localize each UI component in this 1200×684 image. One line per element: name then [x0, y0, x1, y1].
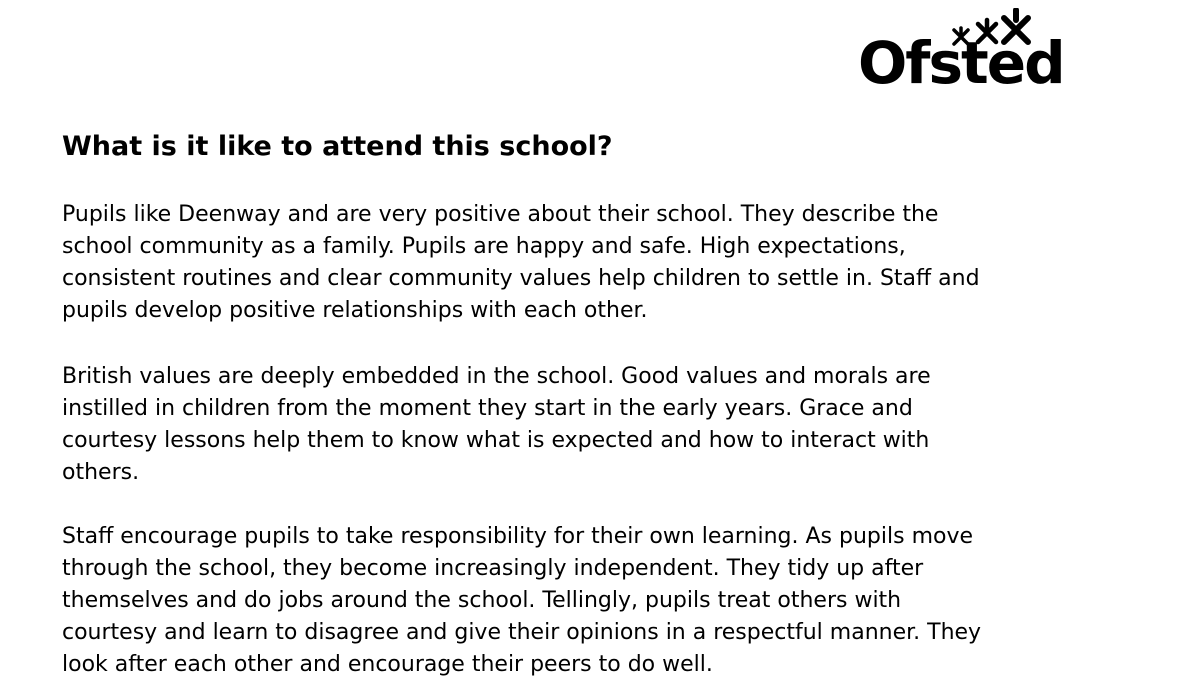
paragraph-line: through the school, they become increasingly independent. They tidy up after: [62, 556, 924, 581]
paragraph-line: pupils develop positive relationships with each other.: [62, 298, 648, 323]
paragraph-line: others.: [62, 460, 140, 485]
paragraph-line: consistent routines and clear community values help children to settle in. Staff and: [62, 266, 980, 291]
paragraph-line: instilled in children from the moment they start in the early years. Grace and: [62, 396, 913, 421]
paragraph-line: Pupils like Deenway and are very positive about their school. They describe the: [62, 202, 939, 227]
paragraph-2: [62, 361, 931, 489]
paragraph-line: Staff encourage pupils to take responsibility for their own learning. As pupils move: [62, 524, 974, 549]
paragraph-1: [62, 199, 980, 327]
section-heading: What is it like to attend this school?: [62, 131, 613, 162]
ofsted-logo: [858, 8, 1064, 104]
paragraph-line: courtesy and learn to disagree and give their opinions in a respectful manner. They: [62, 620, 982, 645]
ofsted-logo-text: Ofsted: [858, 29, 1064, 97]
paragraph-line: look after each other and encourage their peers to do well.: [62, 652, 713, 677]
paragraph-line: school community as a family. Pupils are happy and safe. High expectations,: [62, 234, 906, 259]
paragraph-line: themselves and do jobs around the school. Tellingly, pupils treat others with: [62, 588, 902, 613]
paragraph-line: courtesy lessons help them to know what is expected and how to interact with: [62, 428, 930, 453]
paragraph-3: [62, 521, 981, 681]
paragraph-line: British values are deeply embedded in the school. Good values and morals are: [62, 364, 931, 389]
